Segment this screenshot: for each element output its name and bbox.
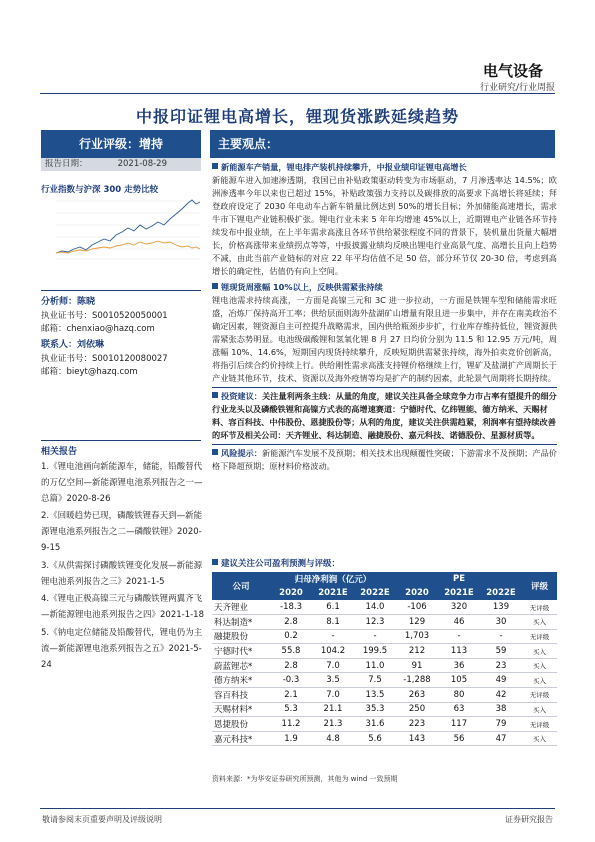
profit-cell: 2.1 (270, 688, 312, 703)
profit-cell: 55.8 (270, 644, 312, 659)
profit-cell: 14.0 (354, 600, 396, 615)
table-row (212, 644, 557, 659)
point-1-heading: 新能源车产销量，锂电排产装机持续攀升，中报业绩印证锂电高增长 (212, 161, 557, 174)
profit-cell: 6.1 (312, 600, 354, 615)
index-comparison-chart (42, 195, 202, 267)
report-subcategory: 行业研究/行业周报 (479, 83, 555, 93)
table-row (212, 615, 557, 630)
forecast-table (212, 572, 557, 746)
pe-cell: 23 (480, 658, 522, 673)
risk-warning (212, 447, 557, 473)
profit-cell: 3.5 (312, 673, 354, 688)
contact-cert: 执业证书号：S0010120080027 (41, 354, 168, 364)
profit-cell: 13.5 (354, 688, 396, 703)
pe-cell: 105 (438, 673, 480, 688)
contact-name: 联系人：刘依琳 (41, 340, 105, 350)
profit-cell: 11.2 (270, 717, 312, 732)
suggestion-text: 关注量利两条主线：从量的角度，建议关注具备全球竞争力市占率有望提升的细分行业龙头以及磷酸铁锂和高镍方式表的高增速赛道：宁德时代、亿纬锂能、德方纳米、天赐材料、容百科技、中伟股份、恩捷股份等；从利的角度，建议关注供需趋紧，利润率有望持续改善的环节及相关公司：天齐锂业、科达制造、融捷股份、嘉元科技、诺德股份、星源材质等。 (212, 391, 557, 440)
profit-cell: 1.9 (270, 731, 312, 746)
pe-cell: 91 (396, 658, 438, 673)
footer-divider (40, 808, 555, 809)
header-divider (40, 93, 555, 94)
report-date-bar (41, 158, 201, 171)
investment-suggestion (212, 387, 557, 445)
sector-index-line (56, 200, 200, 253)
col-year: 2021E (438, 586, 480, 600)
rating-cell: 买入 (522, 731, 557, 746)
rating-cell: 买入 (522, 658, 557, 673)
pe-cell: 1,703 (396, 629, 438, 644)
profit-cell: 199.5 (354, 644, 396, 659)
profit-cell: - (354, 629, 396, 644)
profit-cell: 7.5 (354, 673, 396, 688)
table-row (212, 702, 557, 717)
risk-label: 风险提示： (221, 448, 262, 458)
profit-cell: -18.3 (270, 600, 312, 615)
contact-email[interactable]: 邮箱：bieyt@hazq.com (41, 367, 138, 377)
col-year: 2020 (396, 586, 438, 600)
suggestion-label: 投资建议： (221, 391, 262, 401)
sector-title: 电气设备 (482, 62, 543, 80)
table-row (212, 688, 557, 703)
pe-cell: 223 (396, 717, 438, 732)
pe-cell: 38 (480, 702, 522, 717)
bullet-square-icon (212, 163, 218, 169)
report-title: 中报印证锂电高增长，锂现货涨跌延续趋势 (135, 107, 459, 126)
pe-cell: 320 (438, 600, 480, 615)
col-profit-group: 归母净利润（亿元） (270, 572, 396, 586)
pe-cell: 42 (480, 688, 522, 703)
pe-cell: 59 (480, 644, 522, 659)
pe-cell: 117 (438, 717, 480, 732)
table-source-note: 资料来源：*为华安证券研究所预测，其他为 wind 一致预期 (212, 775, 398, 783)
company-cell: 恩捷股份 (212, 717, 270, 732)
pe-cell: 49 (480, 673, 522, 688)
related-reports-title: 相关报告 (41, 447, 78, 457)
pe-cell: 46 (438, 615, 480, 630)
rating-cell: 无评级 (522, 688, 557, 703)
pe-cell: 56 (438, 731, 480, 746)
profit-cell: 31.6 (354, 717, 396, 732)
footer-disclaimer[interactable]: 敬请参阅末页重要声明及评级说明 (42, 815, 162, 824)
profit-cell: 7.0 (312, 658, 354, 673)
table-row (212, 629, 557, 644)
table-row (212, 731, 557, 746)
profit-cell: 2.8 (270, 615, 312, 630)
col-pe-group: PE (396, 572, 522, 586)
profit-cell: 8.1 (312, 615, 354, 630)
point-2-text: 锂电池需求持续高涨，一方面是高镍三元和 3C 进一步拉动，一方面是铁锂车型和储能需求旺盛，冶炼厂保持高开工率；供给层面则海外盐湖矿山增量有限且进一步集中，并存在南美政治不确定因素，锂资源自主可控提升战略需求，国内供给瓶颈步步扩，行业库存维持低位，锂资源供需紧张态势明显。电池级碳酸锂和氢氧化锂 8 月 27 日均价分别为 11.5 和 12.95 万元/吨，周涨幅 10%、14.6%，短期国内现货持续攀升，反映短期供需紧张持续，海外拍卖竞价创新高，将指引后续合约价持续上行。供给刚性需求高涨支持锂价格继续上行，锂矿及盐湖扩产周期长于产业链其他环节，技术、资源以及海外疫情等均是扩产的制约因素，此轮景气周期将长期持续。 (212, 295, 557, 383)
bullet-square-icon (212, 449, 218, 455)
rating-cell: 买入 (522, 673, 557, 688)
pe-cell: 139 (480, 600, 522, 615)
profit-cell: - (312, 629, 354, 644)
col-year: 2022E (354, 586, 396, 600)
company-cell: 嘉元科技* (212, 731, 270, 746)
industry-rating: 行业评级：增持 (41, 130, 201, 158)
table-row (212, 658, 557, 673)
company-cell: 蔚蓝锂芯* (212, 658, 270, 673)
point-1-text: 新能源车进入加速渗透期，我国已由补贴政策驱动转变为市场驱动，7 月渗透率达 14.5%；欧洲渗透率今年以来也已超过 15%，补贴政策强力支持以及碳排放的高要求下高增长将延续；拜登政府设定了 2030 年电动车占新车销量比例达到 50%的增长目标；外加储能高速增长，需求牛市下锂电产业链积极扩张。锂电行业未来 5 年年均增速 45%以上，近期锂电产业链各环节持续发布中报业绩，在上半年需求高涨且各环节供给紧张程度不同的背景下，装机量出货量大幅增长，价格高涨带来业绩拐点等等，中报披露业绩均反映出锂电行业高景气度、高增长且向上趋势不减，由此当前产业链标的对应 22 年平均估值不足 50 倍，部分环节仅 20-30 倍，考虑到高增长的确定性，估值仍有向上空间。 (212, 175, 557, 276)
rating-cell: 买入 (522, 615, 557, 630)
pe-cell: 79 (480, 717, 522, 732)
table-row (212, 673, 557, 688)
pe-cell: - (438, 629, 480, 644)
profit-cell: 7.0 (312, 688, 354, 703)
col-year: 2021E (312, 586, 354, 600)
analyst-cert: 执业证书号：S0010520050001 (41, 311, 168, 321)
profit-cell: 2.8 (270, 658, 312, 673)
pe-cell: 263 (396, 688, 438, 703)
analyst-name: 分析师：陈晓 (41, 297, 96, 307)
related-report-item[interactable]: 4.《锂电正极高镍三元与磷酸铁锂两翼齐飞—新能源锂电池系列报告之四》2021-1-18 (41, 594, 204, 621)
pe-cell: -106 (396, 600, 438, 615)
pe-cell: 212 (396, 644, 438, 659)
related-divider (41, 440, 201, 441)
company-cell: 天赐材料* (212, 702, 270, 717)
company-cell: 天齐锂业 (212, 600, 270, 615)
rating-cell: 无评级 (522, 600, 557, 615)
company-cell: 科达制造* (212, 615, 270, 630)
point-2-heading: 锂现货周涨幅 10%以上，反映供需紧张持续 (212, 281, 557, 294)
company-cell: 德方纳米* (212, 673, 270, 688)
rating-cell: 买入 (522, 644, 557, 659)
profit-cell: 11.0 (354, 658, 396, 673)
pe-cell: 80 (438, 688, 480, 703)
report-date-label: 报告日期： (45, 159, 88, 169)
main-points-body (212, 161, 557, 473)
related-report-item[interactable]: 3.《从供需探讨磷酸铁锂变化发展—新能源锂电池系列报告之三》2021-1-5 (41, 560, 203, 587)
rating-cell: 无评级 (522, 717, 557, 732)
company-cell: 宁德时代* (212, 644, 270, 659)
pe-cell: 250 (396, 702, 438, 717)
pe-cell: 36 (438, 658, 480, 673)
analyst-divider (41, 290, 201, 291)
footer-report-type: 证券研究报告 (505, 815, 553, 824)
rating-cell: 买入 (522, 702, 557, 717)
col-company: 公司 (212, 572, 270, 600)
pe-cell: -1,288 (396, 673, 438, 688)
main-points-heading: 主要观点： (210, 130, 555, 158)
company-cell: 容百科技 (212, 688, 270, 703)
table-row (212, 600, 557, 615)
pe-cell: 143 (396, 731, 438, 746)
pe-cell: 113 (438, 644, 480, 659)
table-header-row (212, 572, 557, 586)
col-year: 2022E (480, 586, 522, 600)
analyst-email[interactable]: 邮箱：chenxiao@hazq.com (41, 324, 155, 334)
pe-cell: 63 (438, 702, 480, 717)
table-row (212, 717, 557, 732)
bullet-square-icon (212, 559, 218, 565)
csi300-line (56, 241, 200, 253)
related-report-item[interactable]: 5.《钠电定位储能及铅酸替代，锂电仍为主流—新能源锂电池系列报告之五》2021-5-24 (41, 627, 203, 670)
profit-cell: 12.3 (354, 615, 396, 630)
related-report-item[interactable]: 2.《回暖趋势已现，磷酸铁锂春天到—新能源锂电池系列报告之二—磷酸铁锂》2020-9-15 (41, 511, 203, 553)
pe-cell: 47 (480, 731, 522, 746)
table-body (212, 600, 557, 746)
profit-cell: 21.1 (312, 702, 354, 717)
profit-cell: 5.3 (270, 702, 312, 717)
company-cell: 融捷股份 (212, 629, 270, 644)
report-date-value: 2021-08-29 (117, 159, 167, 169)
profit-cell: 21.3 (312, 717, 354, 732)
profit-cell: -0.3 (270, 673, 312, 688)
bullet-square-icon (212, 283, 218, 289)
related-reports-list (41, 460, 206, 673)
profit-cell: 5.6 (354, 731, 396, 746)
risk-text: 新能源汽车发展不及预期；相关技术出现颠覆性突破；下游需求不及预期；产品价格下降超预期；原材料价格波动。 (212, 448, 557, 471)
profit-cell: 4.8 (312, 731, 354, 746)
bullet-square-icon (212, 392, 218, 398)
forecast-table-title: 建议关注公司盈利预测与评级： (212, 557, 340, 569)
profit-cell: 0.2 (270, 629, 312, 644)
col-year: 2020 (270, 586, 312, 600)
pe-cell: 30 (480, 615, 522, 630)
index-chart-title: 行业指数与沪深 300 走势比较 (41, 185, 159, 195)
col-rating: 评级 (522, 572, 557, 600)
related-report-item[interactable]: 1.《锂电池画向新能源车，储能，铅酸替代的万亿空间—新能源锂电池系列报告之一—总篇》2020-8-26 (41, 462, 203, 504)
pe-cell: - (480, 629, 522, 644)
profit-cell: 35.3 (354, 702, 396, 717)
profit-cell: 104.2 (312, 644, 354, 659)
rating-cell: 无评级 (522, 629, 557, 644)
pe-cell: 129 (396, 615, 438, 630)
